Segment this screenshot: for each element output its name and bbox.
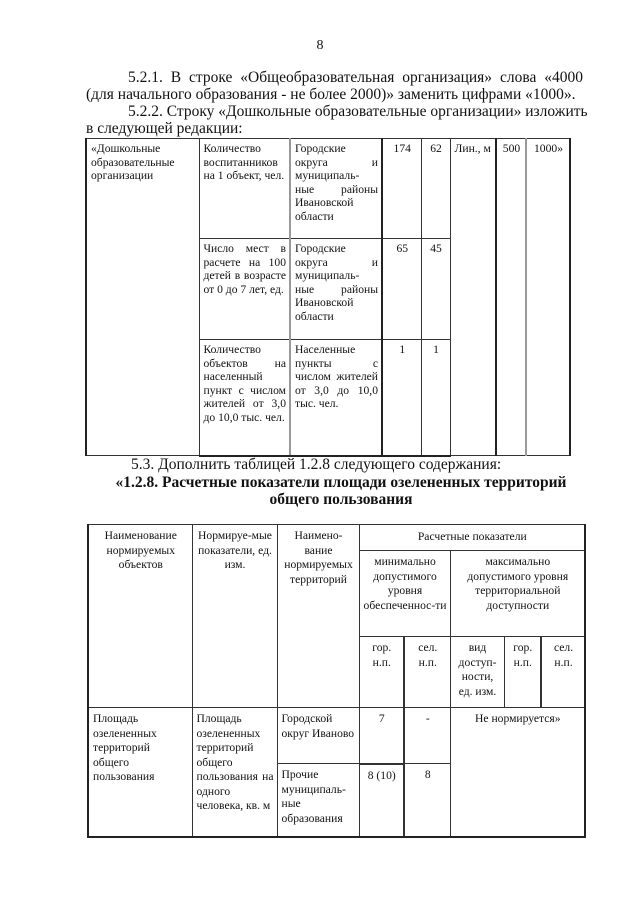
max-accessibility-value-cell: Не нормируется» [450, 708, 585, 837]
territory-cell: Городские округа и муниципаль-ные районы Ивановской области [290, 139, 382, 239]
table-title-line1: «1.2.8. Расчетные показатели площади озелененных территорий [115, 474, 567, 491]
value-cell: 65 [382, 239, 421, 340]
header-calculated-indicators: Расчетные показатели [359, 525, 585, 551]
paragraph-5-3: 5.3. Дополнить таблицей 1.2.8 следующего содержания: [131, 456, 502, 473]
indicator-cell: Количество воспитанников на 1 объект, чел. [199, 139, 290, 239]
header-min-urban: гор. н.п. [359, 637, 404, 708]
table-row [86, 139, 570, 239]
value-cell: 174 [382, 139, 421, 239]
header-max-urban: гор. н.п. [504, 637, 541, 708]
object-name-cell: «Дошкольные образовательные организации [86, 139, 199, 456]
table-row [88, 708, 585, 764]
value-cell: 62 [421, 139, 450, 239]
indicator-cell: Площадь озелененных территорий общего пользования на одного человека, кв. м [192, 708, 277, 837]
header-access-type: вид доступ-ности, ед. изм. [450, 637, 504, 708]
territory-cell: Населенные пункты с числом жителей от 3,0 до 10,0 тыс. чел. [290, 340, 382, 456]
header-max-accessibility: максимально допустимого уровня территориальной доступности [450, 551, 585, 637]
green-areas-table [87, 524, 586, 838]
header-min-rural: сел. н.п. [404, 637, 450, 708]
header-min-provision: минимально допустимого уровня обеспеченнос-ти [359, 551, 450, 637]
object-name-cell: Площадь озелененных территорий общего пользования [88, 708, 192, 837]
value-cell: 45 [421, 239, 450, 340]
territory-cell: Прочие муниципаль-ные образования [277, 764, 359, 837]
access-value-cell: 500 [496, 139, 526, 456]
indicator-cell: Количество объектов на населенный пункт с числом жителей от 3,0 до 10,0 тыс. чел. [199, 340, 290, 456]
indicator-cell: Число мест в расчете на 100 детей в возрасте от 0 до 7 лет, ед. [199, 239, 290, 340]
header-row [88, 525, 585, 551]
table-title-line2: общего пользования [269, 491, 413, 508]
paragraph-5-2-1-line1: 5.2.1. В строке «Общеобразовательная организация» слова «4000 [128, 69, 583, 86]
access-value-cell: 1000» [526, 139, 570, 456]
paragraph-5-2-2-line1: 5.2.2. Строку «Дошкольные образовательные организации» изложить [128, 103, 588, 120]
value-cell: 1 [421, 340, 450, 456]
rural-value-cell: 8 [404, 764, 450, 837]
value-cell: 1 [382, 340, 421, 456]
page-number: 8 [316, 38, 324, 53]
header-max-rural: сел. н.п. [541, 637, 585, 708]
header-indicators: Нормируе-мые показатели, ед. изм. [192, 525, 277, 708]
territory-cell: Городские округа и муниципаль-ные районы Ивановской области [290, 239, 382, 340]
urban-value-cell: 8 (10) [359, 764, 404, 837]
access-type-cell: Лин., м [450, 139, 496, 456]
rural-value-cell: - [404, 708, 450, 764]
paragraph-5-2-1-line2: (для начального образования - не более 2000)» заменить цифрами «1000». [86, 86, 576, 103]
territory-cell: Городской округ Иваново [277, 708, 359, 764]
preschool-table [85, 138, 571, 457]
urban-value-cell: 7 [359, 708, 404, 764]
header-objects: Наименование нормируемых объектов [88, 525, 192, 708]
header-territories: Наимено-вание нормируемых территорий [277, 525, 359, 708]
paragraph-5-2-2-line2: в следующей редакции: [86, 120, 243, 137]
